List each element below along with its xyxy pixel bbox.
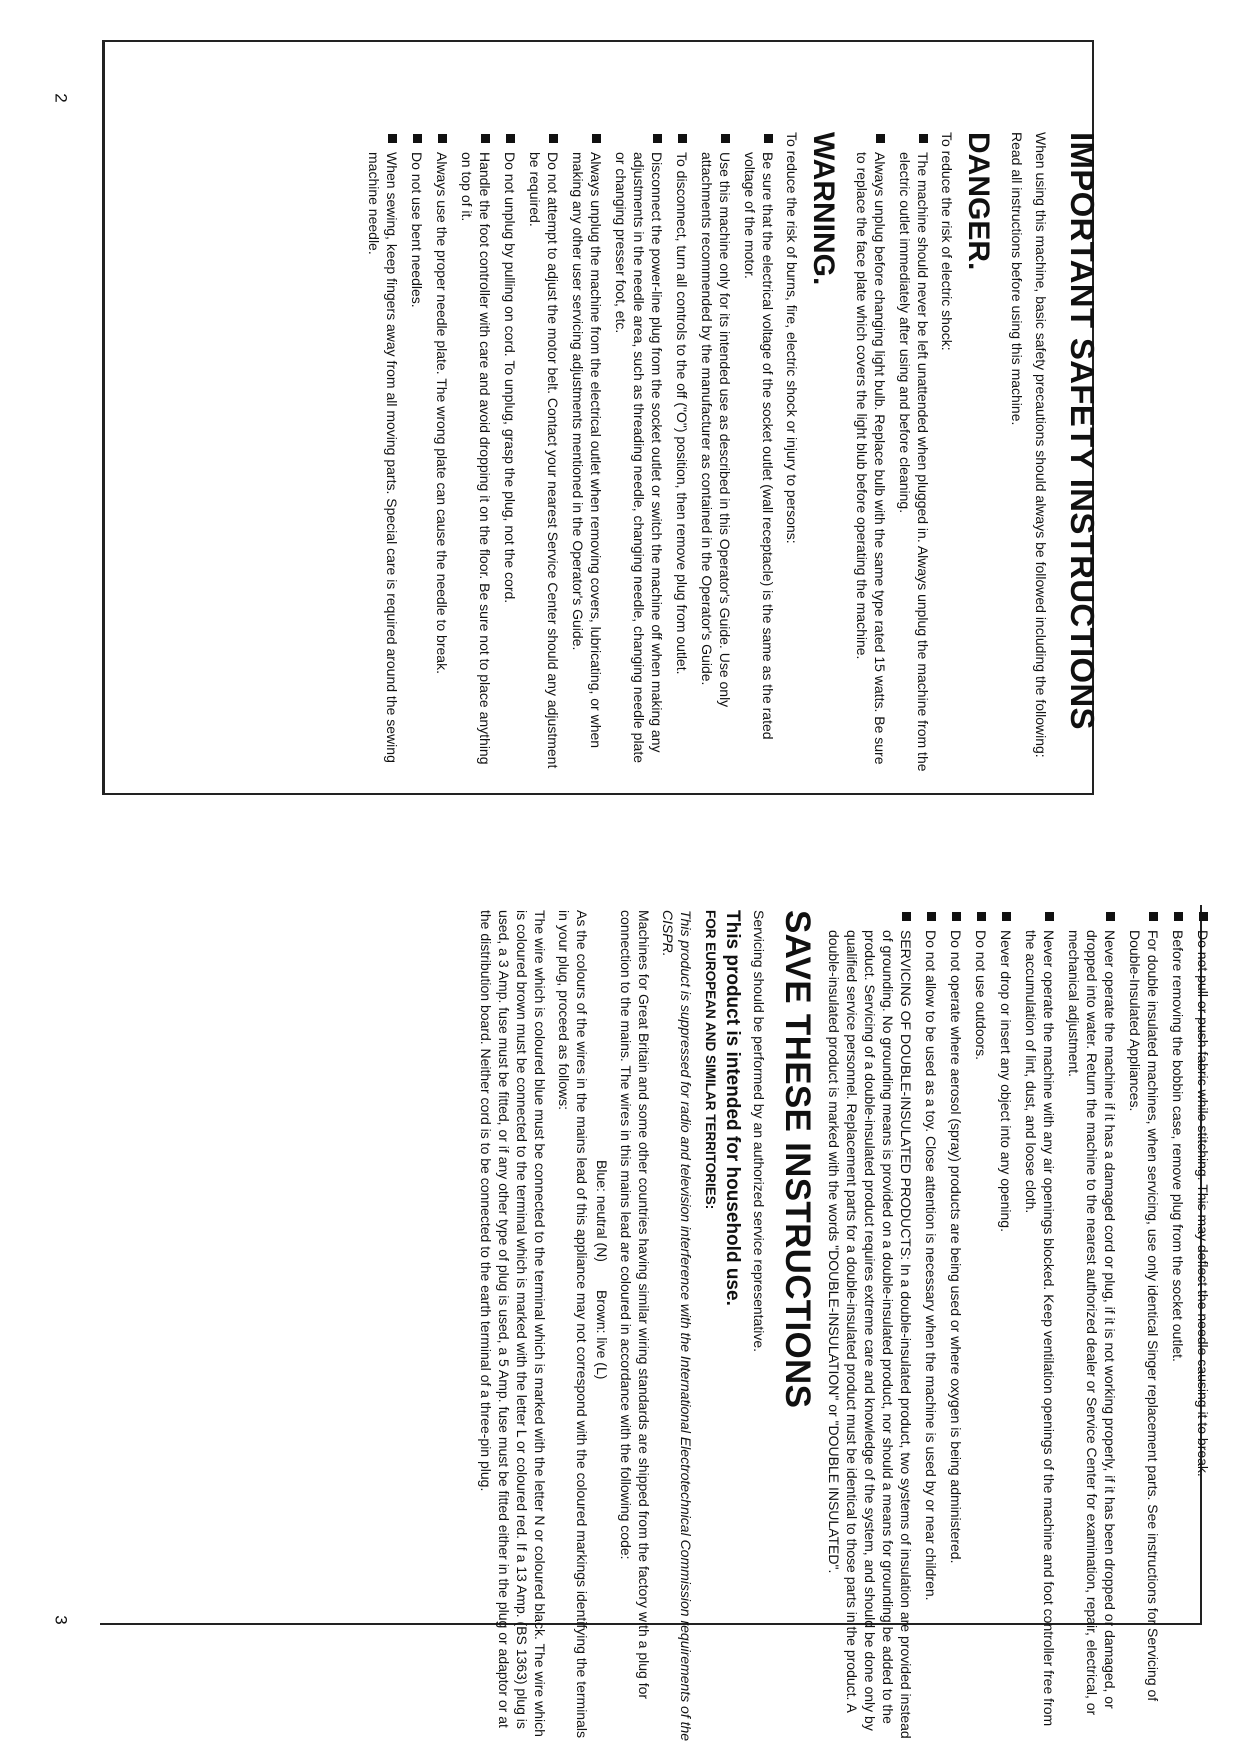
cispr-note: This product is suppressed for radio and television interference with the International Electrotechnical Commission requirements of the CISPR. — [660, 910, 694, 1742]
warning-item: Do not unplug by pulling on cord. To unplug, grasp the plug, not the cord. — [501, 132, 519, 772]
danger-lead: To reduce the risk of electric shock: — [939, 132, 955, 351]
page-border-top — [102, 40, 105, 795]
right-item: For double insulated machines, when servicing, use only identical Singer replacement parts. See instructions for Servicing of Double-Insulated Appliances. — [1126, 910, 1162, 1745]
danger-list — [853, 132, 932, 772]
european-heading: FOR EUROPEAN AND SIMILAR TERRITORIES: — [703, 910, 718, 1210]
page-border-left — [102, 40, 1092, 42]
right-item: Do not operate where aerosol (spray) products are being used or where oxygen is being administered. — [947, 910, 965, 1745]
right-item: Never operate the machine if it has a damaged cord or plug, if it is not working properly, if it has been dropped or damaged, or dropped into water. Return the machine to the nearest authorized dealer or Service Center for examination, repair, electrical, or mechanical adjustment. — [1065, 910, 1119, 1745]
warning-item: When sewing, keep fingers away from all moving parts. Special care is required around the sewing machine needle. — [365, 132, 401, 772]
right-item: Do not pull or push fabric while stitching. This may deflect the needle causing it to break. — [1194, 910, 1212, 1745]
danger-item: The machine should never be left unattended when plugged in. Always unplug the machine from the electric outlet immediately after using and before cleaning. — [896, 132, 932, 772]
warning-item: Do not use bent needles. — [408, 132, 426, 772]
warning-list — [365, 132, 777, 772]
warning-item: Always unplug the machine from the electrical outlet when removing covers, lubricating, or when making any other user servicing adjustments mentioned in the Operator's Guide. — [569, 132, 605, 772]
warning-item: To disconnect, turn all controls to the off ("O") position, then remove plug from outlet. — [673, 132, 691, 772]
right-item: SERVICING OF DOUBLE-INSULATED PRODUCTS: In a double-insulated product, two systems of insulation are provided instead of grounding. No grounding means is provided on a double-insulated product, nor should a means for grounding be added to the product. Servicing of a double-insulated product requires extreme care and knowledge of the system, and should be done only by qualified service personnel. Replacement parts for a double-insulated product must be identical to those parts in the product. A double-insulated product is marked with the words "DOUBLE-INSULATION" or "DOUBLE INSULATED". — [825, 910, 915, 1745]
page-number-right: 3 — [51, 1615, 71, 1625]
warning-item: Be sure that the electrical voltage of the socket outlet (wall receptacle) is the same as the rated voltage of the motor. — [741, 132, 777, 772]
right-list — [825, 910, 1212, 1745]
warning-item: Handle the foot controller with care and avoid dropping it on the floor. Be sure not to place anything on top of it. — [458, 132, 494, 772]
page-number-left: 2 — [51, 93, 71, 103]
right-item: Do not use outdoors. — [972, 910, 990, 1745]
intro-line-2: Read all instructions before using this machine. — [1009, 132, 1025, 426]
colours-paragraph: As the colours of the wires in the mains lead of this appliance may not correspond with the coloured markings identifying the terminals in your plug, proceed as follows: — [556, 910, 590, 1738]
warning-item: Disconnect the power-line plug from the socket outlet or switch the machine off when making any adjustments in the needle area, such as threading needle, changing needle, changing needle plate or changing presser foot, etc. — [612, 132, 666, 772]
colour-code-blue: Blue: neutral (N) — [594, 1160, 610, 1262]
household-heading: This product is intended for household use. — [722, 910, 743, 1306]
danger-item: Always unplug before changing light bulb. Replace bulb with the same type rated 15 watts. Be sure to replace the face plate which covers the light blub before operating the machine. — [853, 132, 889, 772]
page-border-right — [102, 793, 1092, 795]
left-page-title: IMPORTANT SAFETY INSTRUCTIONS — [1064, 132, 1101, 730]
right-item: Do not allow to be used as a toy. Close attention is necessary when the machine is used by or near children. — [922, 910, 940, 1745]
wiring-paragraph: The wire which is coloured blue must be connected to the terminal which is marked with the letter N or coloured black. The wire which is coloured brown must be connected to the terminal which is marked with the letter L or coloured red. If a 13 Amp. (BS 1363) plug is used, a 3 Amp. fuse must be fitted, or if any other type of plug is used, a 5 Amp. fuse must be fitted either in the plug or adaptor or at the distribution board. Neither cord is to be connected to the earth terminal of a three-pin plug. — [478, 910, 548, 1737]
right-item: Never drop or insert any object into any opening. — [997, 910, 1015, 1745]
warning-item: Always use the proper needle plate. The wrong plate can cause the needle to break. — [433, 132, 451, 772]
save-instructions-title: SAVE THESE INSTRUCTIONS — [778, 910, 817, 1409]
colour-code — [593, 1160, 611, 1745]
right-item: Never operate the machine with any air openings blocked. Keep ventilation openings of the machine and foot controller free from the accumulation of lint, dust, and loose cloth. — [1022, 910, 1058, 1745]
warning-lead: To reduce the risk of burns, fire, electric shock or injury to persons: — [784, 132, 800, 544]
colour-code-brown: Brown: live (L) — [594, 1289, 610, 1380]
servicing-note: Servicing should be performed by an authorized service representative. — [751, 910, 767, 1353]
warning-item: Use this machine only for its intended use as described in this Operator's Guide. Use only attachments recommended by the manufacturer as contained in the Operator's Guide. — [698, 132, 734, 772]
warning-item: Do not attempt to adjust the motor belt. Contact your nearest Service Center should any adjustment be required. — [526, 132, 562, 772]
left-page — [107, 132, 1102, 772]
danger-heading: DANGER. — [962, 132, 995, 271]
mains-paragraph: Machines for Great Britain and some other countries having similar wiring standards are shipped from the factory with a plug for connection to the mains. The wires in this mains lead are coloured in accordance with the following code: — [618, 910, 652, 1700]
intro-line-1: When using this machine, basic safety precautions should always be followed including the following: — [1033, 132, 1049, 758]
warning-heading: WARNING. — [807, 132, 840, 286]
right-page — [110, 910, 1212, 1745]
right-item: Before removing the bobbin case, remove plug from the socket outlet. — [1169, 910, 1187, 1745]
